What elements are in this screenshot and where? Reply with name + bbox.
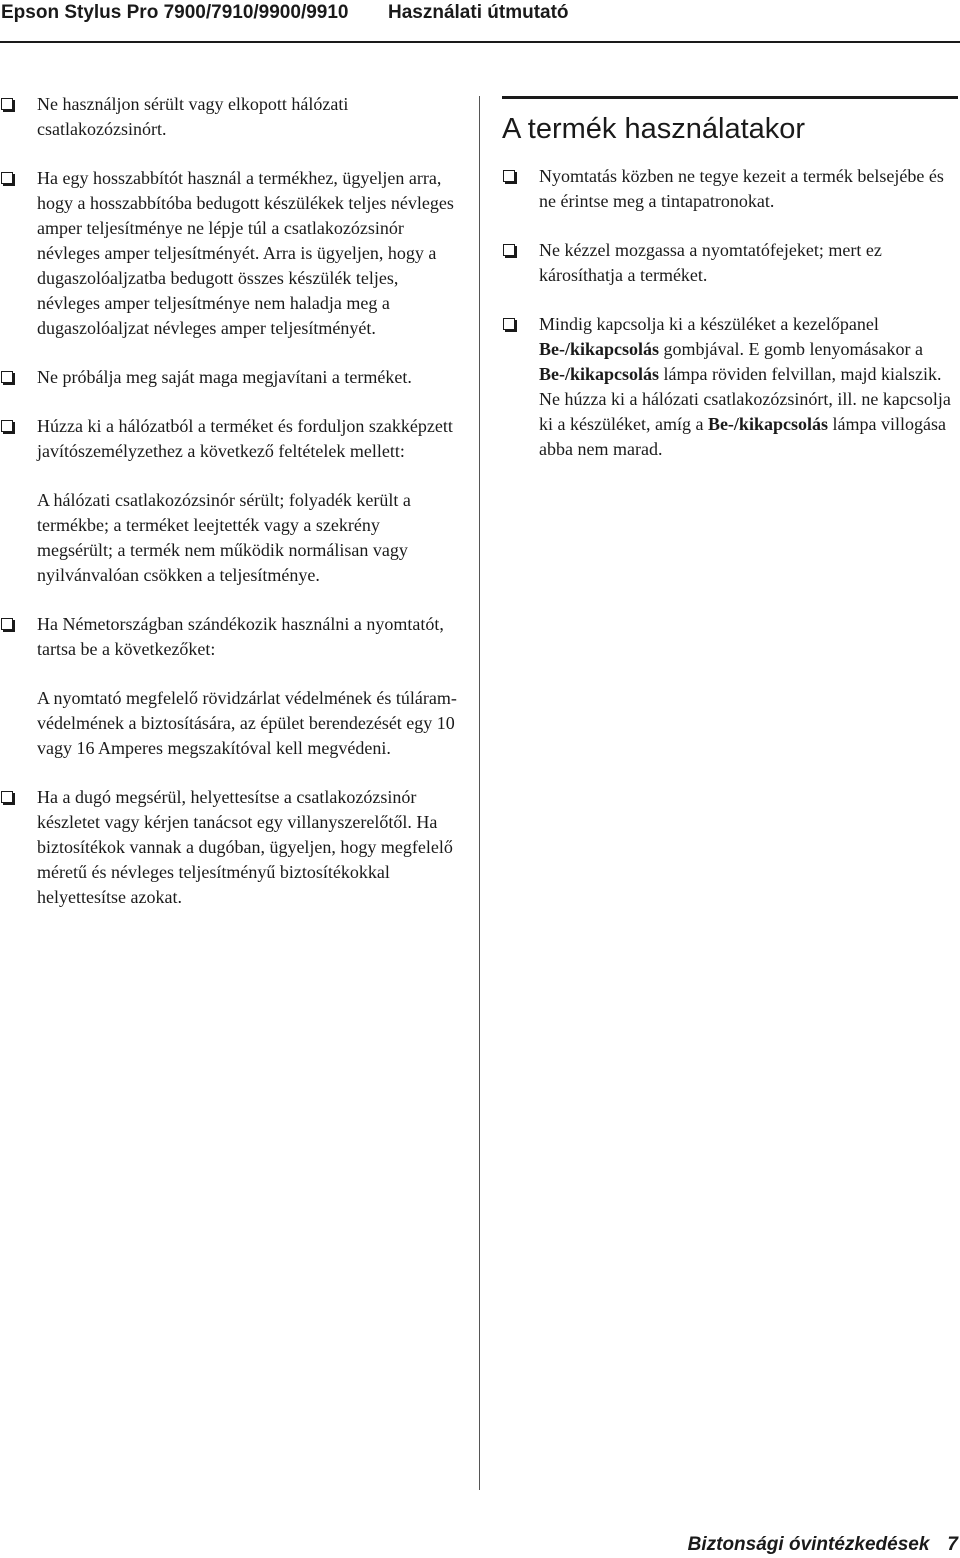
right-bullet-list <box>502 164 960 462</box>
list-item-text: Ne kézzel mozgassa a nyomtatófejeket; mert ez károsíthatja a terméket. <box>539 240 882 285</box>
header-rule <box>0 41 960 43</box>
page-footer <box>688 1534 958 1556</box>
left-bullet-list <box>0 92 460 464</box>
list-item-detail: A nyomtató megfelelő rövidzárlat védelmének és túláram-védelmének a biztosítására, az épület berendezését egy 10 vagy 16 Amperes megszakítóval kell megvédeni. <box>37 688 457 758</box>
text-run: lámpa villogása abba nem marad. <box>539 414 946 459</box>
list-item <box>0 785 460 910</box>
page-header <box>0 0 960 44</box>
column-divider <box>479 96 480 1490</box>
text-run: gombjával. E gomb lenyomásakor a <box>659 339 923 359</box>
page-number: 7 <box>947 1534 958 1555</box>
left-bullet-list-2 <box>0 612 460 662</box>
footer-section-title: Biztonsági óvintézkedések <box>687 1534 930 1555</box>
checkbox-bullet-icon <box>503 318 515 330</box>
list-item <box>0 612 460 662</box>
checkbox-bullet-icon <box>503 244 515 256</box>
list-item-text <box>539 314 951 459</box>
list-item-text: Ha a dugó megsérül, helyettesítse a csatlakozózsinór készletet vagy kérjen tanácsot egy villanyszerelőtől. Ha biztosítékok vannak a dugóban, ügyeljen, hogy megfelelő méretű és névleges teljesítményű biztosítékokkal helyettesítse azokat. <box>37 787 453 907</box>
section-rule <box>502 96 958 99</box>
text-run: lámpa röviden felvillan, majd kialszik. Ne húzza ki a hálózati csatlakozózsinórt, ill. ne kapcsolja ki a készüléket, amíg a <box>539 364 951 434</box>
checkbox-bullet-icon <box>1 371 13 383</box>
list-item-text: Ne használjon sérült vagy elkopott hálózati csatlakozózsinórt. <box>37 94 349 139</box>
list-item <box>0 365 460 390</box>
list-item <box>0 166 460 341</box>
left-bullet-list-3 <box>0 785 460 910</box>
checkbox-bullet-icon <box>1 98 13 110</box>
list-item-detail: A hálózati csatlakozózsinór sérült; folyadék került a termékbe; a terméket leejtették vagy a szekrény megsérült; a termék nem működik normálisan vagy nyilvánvalóan csökken a teljesítménye. <box>37 490 411 585</box>
guide-title: Használati útmutató <box>388 2 569 23</box>
list-item-text: Nyomtatás közben ne tegye kezeit a termék belsejébe és ne érintse meg a tintapatronokat. <box>539 166 944 211</box>
power-button-label: Be-/kikapcsolás <box>539 339 660 359</box>
left-column <box>0 92 460 934</box>
list-item-text: Ha Németországban szándékozik használni a nyomtatót, tartsa be a következőket: <box>37 614 444 659</box>
checkbox-bullet-icon <box>1 791 13 803</box>
list-item <box>502 238 960 288</box>
checkbox-bullet-icon <box>1 420 13 432</box>
checkbox-bullet-icon <box>1 172 13 184</box>
list-item-text: Ne próbálja meg saját maga megjavítani a terméket. <box>37 367 412 387</box>
list-item <box>502 312 960 462</box>
list-item-text: Ha egy hosszabbítót használ a termékhez, ügyeljen arra, hogy a hosszabbítóba bedugott készülékek teljes névleges amper teljesítménye ne lépje túl a csatlakozózsinór névleges amper teljesítményét. Arra is ügyeljen, hogy a dugaszolóaljzatba bedugott összes készülék teljes, névleges amper teljesítménye nem haladja meg a dugaszolóaljzat névleges amper teljesítményét. <box>37 168 454 338</box>
right-column <box>502 96 960 486</box>
list-item-text: Húzza ki a hálózatból a terméket és forduljon szakképzett javítószemélyzethez a következő feltételek mellett: <box>37 416 453 461</box>
list-item <box>502 164 960 214</box>
list-item <box>0 414 460 464</box>
text-run: Mindig kapcsolja ki a készüléket a kezelőpanel <box>539 314 879 334</box>
checkbox-bullet-icon <box>1 618 13 630</box>
power-button-label: Be-/kikapcsolás <box>539 364 660 384</box>
checkbox-bullet-icon <box>503 170 515 182</box>
list-item <box>0 92 460 142</box>
product-name: Epson Stylus Pro 7900/7910/9900/9910 <box>1 2 349 23</box>
section-title: A termék használatakor <box>502 113 806 145</box>
power-button-label: Be-/kikapcsolás <box>707 414 828 434</box>
